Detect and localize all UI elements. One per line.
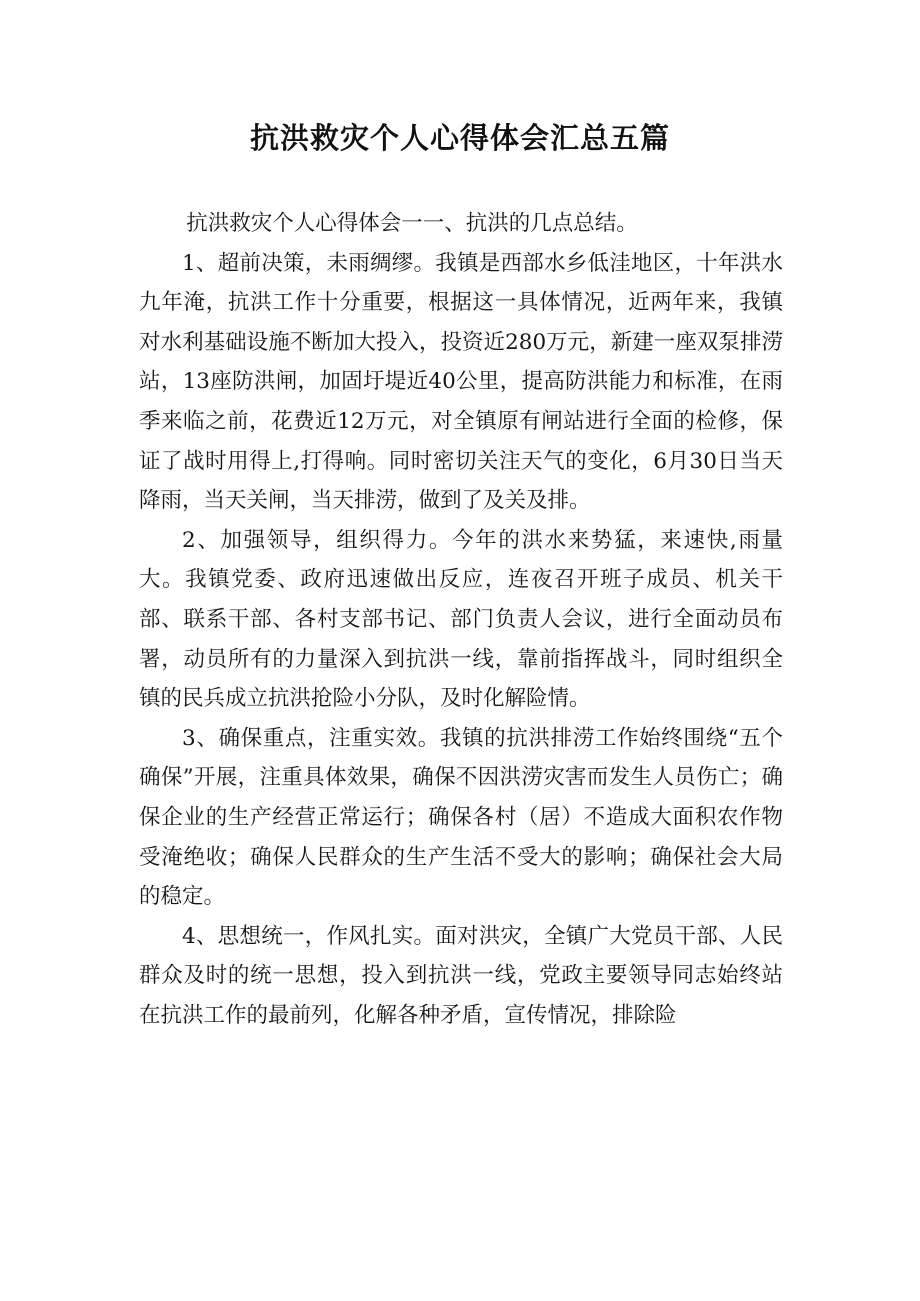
- paragraph-intro: 抗洪救灾个人心得体会一一、抗洪的几点总结。: [186, 211, 638, 236]
- document-body: [139, 204, 783, 1035]
- paragraph-1: 1、超前决策，未雨绸缪。我镇是西部水乡低洼地区，十年洪水九年淹，抗洪工作十分重要，根据这一具体情况，近两年来，我镇对水利基础设施不断加大投入，投资近280万元，新建一座双泵排涝站，13座防洪闸，加固圩堤近40公里，提高防洪能力和标准，在雨季来临之前，花费近12万元，对全镇原有闸站进行全面的检修，保证了战时用得上,打得响。同时密切关注天气的变化，6月30日当天降雨，当天关闸，当天排涝，做到了及关及排。: [139, 250, 783, 514]
- paragraph-2: 2、加强领导，组织得力。今年的洪水来势猛，来速快,雨量大。我镇党委、政府迅速做出反应，连夜召开班子成员、机关干部、联系干部、各村支部书记、部门负责人会议，进行全面动员布署，动员所有的力量深入到抗洪一线，靠前指挥战斗，同时组织全镇的民兵成立抗洪抢险小分队，及时化解险情。: [139, 527, 783, 712]
- paragraph-4: 4、思想统一，作风扎实。面对洪灾，全镇广大党员干部、人民群众及时的统一思想，投入到抗洪一线，党政主要领导同志始终站在抗洪工作的最前列，化解各种矛盾，宣传情况，排除险: [139, 923, 783, 1028]
- document-title: 抗洪救灾个人心得体会汇总五篇: [249, 121, 670, 155]
- paragraph-3: 3、确保重点，注重实效。我镇的抗洪排涝工作始终围绕“五个确保”开展，注重具体效果，确保不因洪涝灾害而发生人员伤亡；确保企业的生产经营正常运行；确保各村（居）不造成大面积农作物受淹绝收；确保人民群众的生产生活不受大的影响；确保社会大局的稳定。: [139, 725, 783, 910]
